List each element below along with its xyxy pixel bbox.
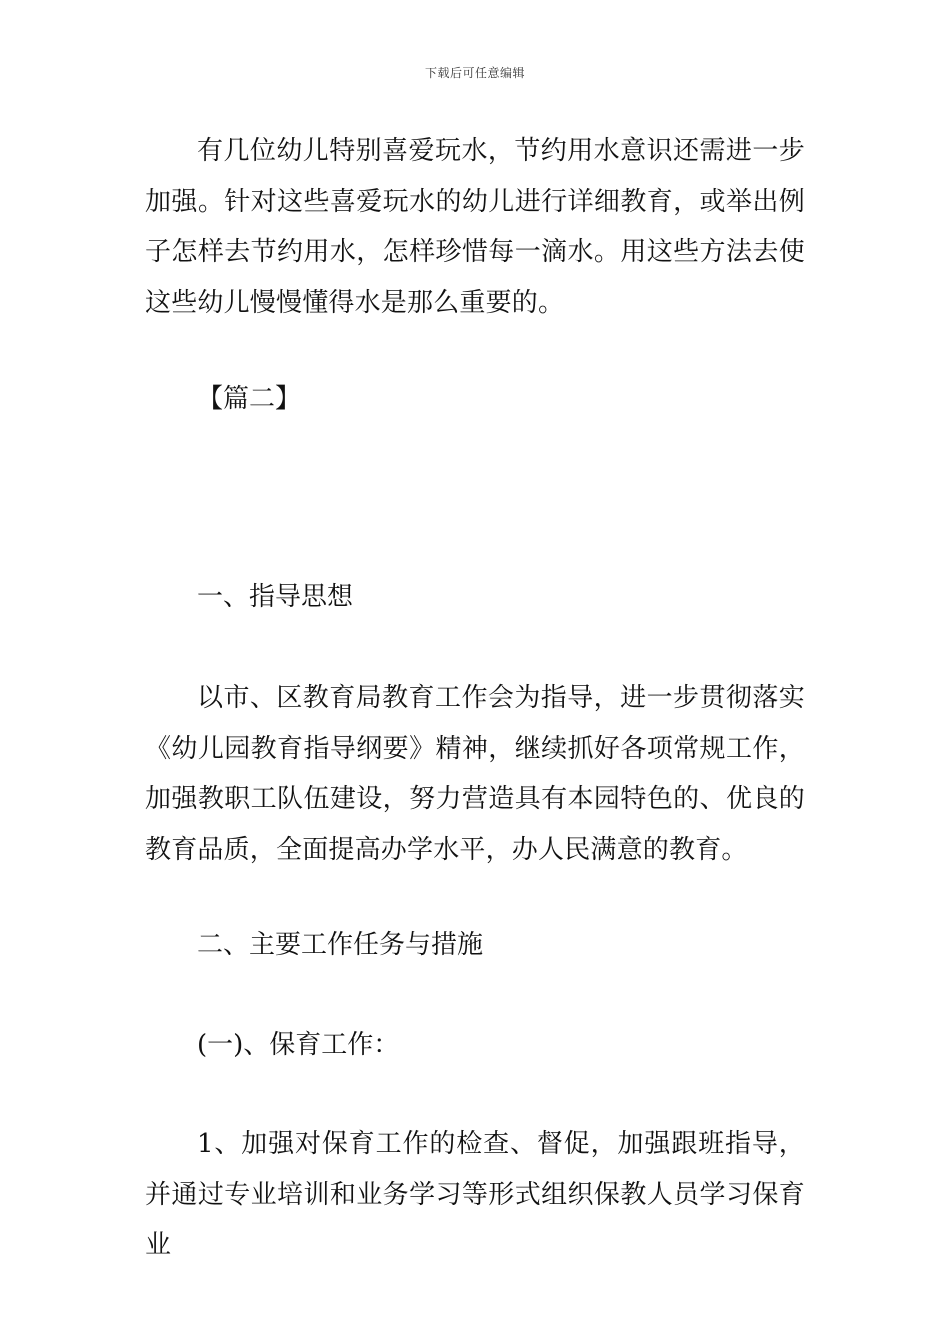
section-title: 【篇二】 (197, 384, 302, 414)
heading-main-tasks: 二、主要工作任务与措施 (197, 930, 484, 960)
paragraph-water-saving: 有几位幼儿特别喜爱玩水，节约用水意识还需进一步加强。针对这些喜爱玩水的幼儿进行详细教育，或举出例子怎样去节约用水，怎样珍惜每一滴水。用这些方法去使这些幼儿慢慢懂得水是那么重要的。 (145, 136, 805, 318)
page-header: 下载后可任意编辑 (424, 66, 525, 80)
paragraph-guiding-ideology: 以市、区教育局教育工作会为指导，进一步贯彻落实《幼儿园教育指导纲要》精神，继续抓好各项常规工作，加强教职工队伍建设，努力营造具有本园特色的、优良的教育品质，全面提高办学水平，办人民满意的教育。 (145, 683, 805, 865)
paragraph-care-work: 1、加强对保育工作的检查、督促，加强跟班指导，并通过专业培训和业务学习等形式组织保教人员学习保育业 (145, 1129, 805, 1260)
heading-guiding-ideology: 一、指导思想 (197, 582, 354, 612)
heading-care-work: (一)、保育工作： (197, 1030, 400, 1060)
